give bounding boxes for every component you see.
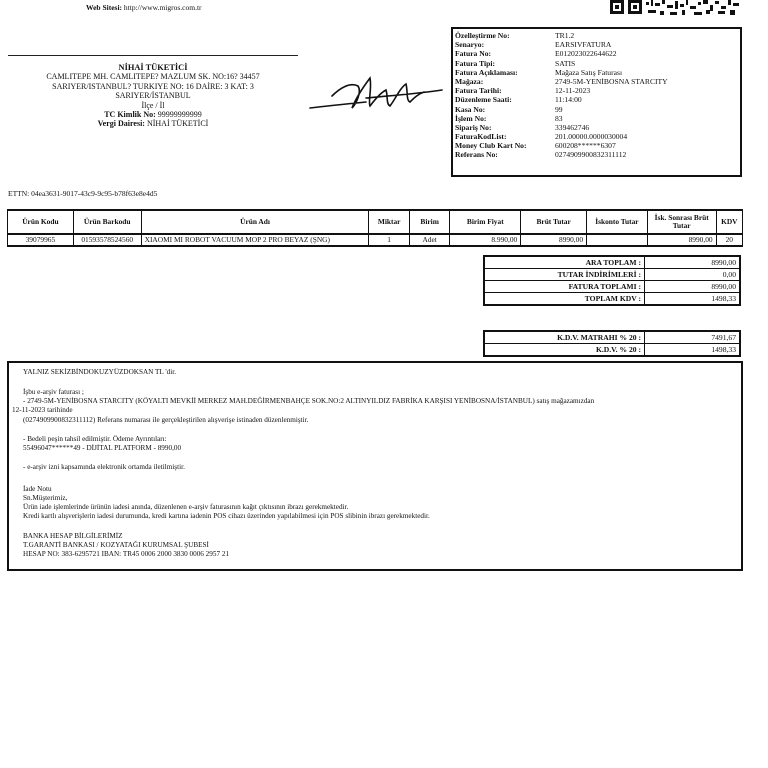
website-url[interactable]: http://www.migros.com.tr [123,3,202,12]
notes-box [7,361,743,571]
invoice-info-value: E012023022644622 [555,49,617,59]
return-line2: Kredi kartlı alışverişlerin iadesi durumunda, kredi kartına iadenin POS cihazı üzerinden yapılabilmesi için POS slibinin ibrazı gerekmektedir. [23,512,430,520]
vat-value: 1498,33 [711,345,736,354]
invoice-info-label: Fatura Tarihi: [455,86,502,96]
invoice-info-value: SATIS [555,58,576,68]
invoice-info-row [455,68,740,77]
invoice-info-row [455,105,740,114]
invoice-info-row [455,114,740,123]
bank-name: T.GARANTİ BANKASI / KOZYATAĞI KURUMSAL ŞUBESİ [23,541,209,549]
totals-box [483,255,741,306]
items-header-cell: Ürün Barkodu [73,210,141,234]
website-line [86,3,202,12]
items-header-cell: Ürün Adı [141,210,369,234]
bank-title: BANKA HESAP BİLGİLERİMİZ [23,532,123,540]
vat-value: 7491,67 [711,333,736,342]
total-row [485,257,739,269]
invoice-info-row [455,77,740,86]
amount-in-words: YALNIZ SEKİZBİNDOKUZYÜZDOKSAN TL 'dir. [23,368,177,376]
total-label: TOPLAM KDV : [485,293,645,304]
total-value: 8990,00 [711,258,736,267]
invoice-info-value: 83 [555,113,563,123]
table-cell: 8990,00 [521,234,587,246]
items-header-cell: Birim Fiyat [450,210,521,234]
invoice-info-value: 339462746 [555,122,590,132]
items-header-cell: İskonto Tutar [587,210,648,234]
total-value: 1498,33 [711,294,736,303]
invoice-info-label: Money Club Kart No: [455,141,527,151]
buyer-tc [0,110,306,119]
vat-summary-box [483,330,741,357]
invoice-info-row [455,123,740,132]
table-cell [587,234,648,246]
items-header-cell: Birim [409,210,449,234]
website-label: Web Sitesi: [86,3,123,12]
table-cell: XIAOMI MI ROBOT VACUUM MOP 2 PRO BEYAZ (ŞNG) [141,234,369,246]
notes-earsiv-line: - e-arşiv izni kapsamında elektronik ortamda iletilmiştir. [23,463,185,471]
invoice-info-label: Referans No: [455,150,498,160]
table-cell: Adet [409,234,449,246]
table-cell: 39079965 [8,234,74,246]
invoice-info-label: Senaryo: [455,40,485,50]
return-title: İade Notu [23,485,52,493]
invoice-info-label: Kasa No: [455,104,486,114]
items-header-cell: KDV [716,210,742,234]
invoice-info-value: 2749-5M-YENİBOSNA STARCITY [555,76,668,86]
notes-store-line: - 2749-5M-YENİBOSNA STARCITY (KÖYALTI MEVKİİ MERKEZ MAH.DEĞİRMENBAHÇE SOK.NO:2 ALTINYILDIZ FABRİKA KARŞISI YENİBOSNA/İSTANBUL) satış mağazamızdan [23,397,595,405]
invoice-info-label: Özelleştirme No: [455,31,510,40]
invoice-info-label: Fatura Tipi: [455,58,496,68]
items-header-cell: Miktar [369,210,409,234]
total-label: FATURA TOPLAMI : [485,281,645,292]
buyer-address-line3: SARIYER/İSTANBUL [115,91,191,101]
invoice-info-value: 600208******6307 [555,141,616,151]
invoice-info-row [455,40,740,49]
invoice-info-label: FaturaKodList: [455,132,507,142]
notes-date-line: 12-11-2023 tarihinde [12,406,73,414]
invoice-info-value: 99 [555,104,563,114]
invoice-info-row [455,141,740,150]
invoice-info-row [455,31,740,40]
tax-office-value: NİHAİ TÜKETİCİ [146,119,209,129]
invoice-info-value: EARSIVFATURA [555,40,612,50]
notes-intro: İşbu e-arşiv faturası ; [23,388,84,396]
invoice-info-row [455,86,740,95]
qr-code-icon [610,0,742,16]
vat-row [485,344,739,355]
invoice-info-label: İşlem No: [455,113,487,123]
invoice-info-row [455,132,740,141]
table-cell: 8990,00 [647,234,716,246]
buyer-tax-office [0,119,306,128]
invoice-info-value: 0274909900832311112 [555,150,627,160]
tc-label: TC Kimlik No: [104,110,156,120]
table-cell: 01593578524560 [73,234,141,246]
table-row [8,234,743,246]
invoice-info-box [451,27,742,177]
vat-row [485,332,739,344]
invoice-info-value: 12-11-2023 [555,86,591,96]
vat-label: K.D.V. MATRAHI % 20 : [485,332,645,343]
invoice-info-value: 201.00000.0000030004 [555,132,628,142]
total-label: TUTAR İNDİRİMLERİ : [485,269,645,280]
invoice-info-row [455,49,740,58]
return-line1: Ürün iade işlemlerinde ürünün iadesi anında, düzenlenen e-arşiv faturasının kağıt çıktısının ibrazı gerekmektedir. [23,503,349,511]
ettn: ETTN: 04ea3631-9017-43c9-9c95-b78f63e8e4d5 [8,189,158,198]
table-cell: 1 [369,234,409,246]
invoice-info-label: Fatura No: [455,49,492,59]
invoice-info-label: Mağaza: [455,76,484,86]
buyer-district: İlçe / İl [141,100,165,110]
table-cell: 8.990,00 [450,234,521,246]
return-greeting: Sn.Müşterimiz, [23,494,68,502]
total-value: 8990,00 [711,282,736,291]
notes-payment-line1: - Bedeli peşin tahsil edilmiştir. Ödeme Ayrıntıları: [23,435,167,443]
invoice-info-value: TR1.2 [555,31,575,40]
items-table [7,209,743,247]
total-row [485,269,739,281]
total-label: ARA TOPLAM : [485,257,645,268]
invoice-info-value: Mağaza Satış Faturası [555,67,623,77]
invoice-info-label: Sipariş No: [455,122,492,132]
buyer-address-line1: CAMLITEPE MH. CAMLITEPE? MAZLUM SK. NO:16? 34457 [46,72,260,82]
invoice-info-row [455,95,740,104]
bank-account: HESAP NO: 383-6295721 IBAN: TR45 0006 2000 3830 0006 2957 21 [23,550,230,558]
notes-reference-line: (0274909900832311112) Referans numarası ile gerçekleştirilen alışverişe istinaden düzenlenmiştir. [23,416,309,424]
items-header-row [8,210,743,234]
signature-image [306,68,446,118]
invoice-info-row [455,59,740,68]
buyer-name: NİHAİ TÜKETİCİ [118,63,188,72]
items-header-cell: Ürün Kodu [8,210,74,234]
buyer-divider [8,55,298,56]
total-value: 0,00 [722,270,736,279]
vat-label: K.D.V. % 20 : [485,344,645,355]
invoice-info-value: 11:14:00 [555,95,582,105]
buyer-block [0,63,306,129]
total-row [485,293,739,304]
buyer-address-line2: SARIYER/ISTANBUL? TURKIYE NO: 16 DAİRE: 3 KAT: 3 [52,81,254,91]
table-cell: 20 [716,234,742,246]
tc-value: 99999999999 [157,110,202,120]
invoice-info-label: Fatura Açıklaması: [455,67,518,77]
items-header-cell: Brüt Tutar [521,210,587,234]
invoice-info-label: Düzenleme Saati: [455,95,512,105]
tax-office-label: Vergi Dairesi: [97,119,145,129]
notes-payment-line2: 55496047******49 - DİJİTAL PLATFORM - 8990,00 [23,444,182,452]
items-header-cell: İsk. Sonrası Brüt Tutar [647,210,716,234]
invoice-info-row [455,150,740,159]
total-row [485,281,739,293]
